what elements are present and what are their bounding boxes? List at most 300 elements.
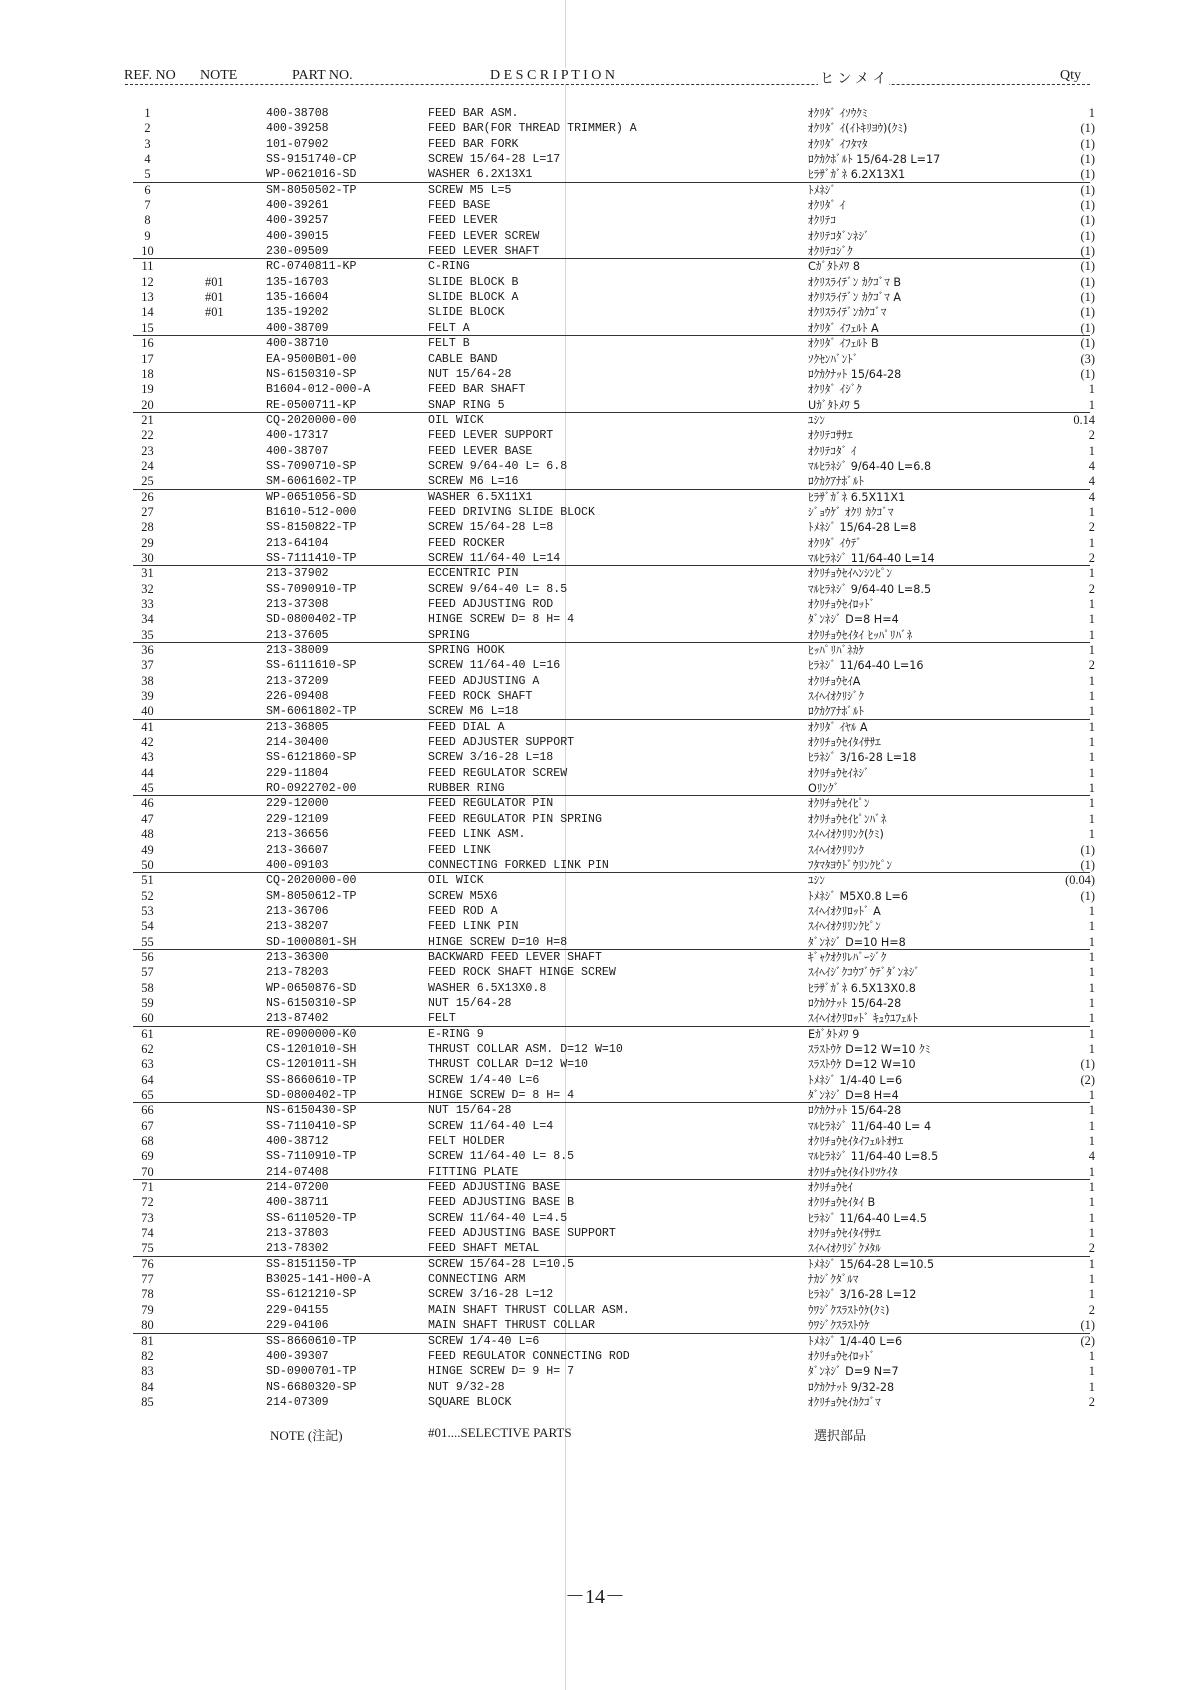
ref-no-cell: 48: [141, 827, 154, 842]
table-row: [0, 643, 1190, 658]
ref-no-cell: 46: [141, 796, 154, 811]
katakana-name-cell: ﾛｸｶｸﾎﾞﾙﾄ 15/64-28 L=17: [808, 153, 941, 167]
table-row: [0, 1334, 1190, 1349]
katakana-name-cell: ｵｸﾘﾀﾞ ｲﾌｪﾙﾄ B: [808, 337, 879, 351]
description-cell: FELT A: [428, 321, 470, 335]
table-row: [0, 781, 1190, 796]
ref-no-cell: 29: [141, 535, 154, 550]
part-no-cell: 213-36805: [266, 720, 329, 734]
katakana-name-cell: ﾋｯﾊﾟﾘﾊﾞﾈｶｹ: [808, 644, 864, 658]
ref-no-cell: 84: [141, 1379, 154, 1394]
part-no-cell: B1604-012-000-A: [266, 383, 371, 397]
katakana-name-cell: ｵｸﾘﾀﾞ ｲ: [808, 199, 846, 213]
table-row: [0, 321, 1190, 336]
qty-cell: (1): [1080, 121, 1095, 136]
description-cell: CONNECTING FORKED LINK PIN: [428, 858, 609, 872]
table-row: [0, 873, 1190, 888]
ref-no-cell: 62: [141, 1041, 154, 1056]
ref-no-cell: 65: [141, 1088, 154, 1102]
table-row: [0, 459, 1190, 474]
qty-cell: 1: [1088, 1088, 1095, 1102]
ref-no-cell: 13: [141, 290, 154, 305]
table-row: [0, 290, 1190, 305]
qty-cell: 1: [1088, 903, 1095, 918]
part-no-cell: 213-78203: [266, 966, 329, 980]
description-cell: SCREW M5X6: [428, 889, 498, 903]
part-no-cell: 214-07200: [266, 1181, 329, 1195]
part-no-cell: 213-37209: [266, 674, 329, 688]
part-no-cell: SS-8151150-TP: [266, 1257, 357, 1271]
table-row: [0, 582, 1190, 597]
katakana-name-cell: ｽｲﾍｲｵｸﾘﾛｯﾄﾞ ｷｭｳﾕﾌｪﾙﾄ: [808, 1012, 918, 1026]
ref-no-cell: 66: [141, 1103, 154, 1118]
part-no-cell: NS-6150310-SP: [266, 996, 357, 1010]
ref-no-cell: 38: [141, 673, 154, 688]
part-no-cell: 213-87402: [266, 1012, 329, 1026]
qty-cell: 1: [1088, 1011, 1095, 1026]
table-row: [0, 1318, 1190, 1333]
description-cell: FELT: [428, 1012, 456, 1026]
katakana-name-cell: ｵｸﾘｽﾗｲﾃﾞﾝ ｶｸｺﾞﾏ B: [808, 275, 902, 289]
description-cell: SCREW M6 L=16: [428, 475, 519, 489]
description-cell: FEED ADJUSTING BASE SUPPORT: [428, 1227, 616, 1241]
table-row: [0, 1272, 1190, 1287]
ref-no-cell: 51: [141, 873, 154, 888]
katakana-name-cell: ｵｸﾘﾀﾞ ｲｿｳｸﾐ: [808, 107, 868, 120]
part-no-cell: 400-09103: [266, 858, 329, 872]
katakana-name-cell: ﾌﾀﾏﾀﾖｳﾄﾞｳﾘﾝｸﾋﾟﾝ: [808, 858, 892, 872]
ref-no-cell: 6: [144, 182, 151, 197]
ref-no-cell: 67: [141, 1118, 154, 1133]
katakana-name-cell: ﾏﾙﾋﾗﾈｼﾞ 11/64-40 L=8.5: [808, 1150, 939, 1164]
qty-cell: 1: [1088, 765, 1095, 780]
table-row: [0, 1027, 1190, 1042]
katakana-name-cell: ｽｲﾍｲｵｸﾘｼﾞｸﾒﾀﾙ: [808, 1242, 881, 1256]
description-cell: SCREW 11/64-40 L=4.5: [428, 1211, 568, 1225]
part-no-cell: 400-38711: [266, 1196, 329, 1210]
katakana-name-cell: ﾀﾞﾝﾈｼﾞ D=10 H=8: [808, 935, 906, 949]
katakana-name-cell: ｵｸﾘﾁｮｳｾｲﾛｯﾄﾞ: [808, 598, 876, 611]
footer-note-jp: 選択部品: [814, 1428, 867, 1443]
ref-no-cell: 24: [141, 458, 154, 473]
katakana-name-cell: ﾕｼﾝ: [808, 874, 825, 888]
table-row: [0, 919, 1190, 934]
part-no-cell: B3025-141-H00-A: [266, 1273, 371, 1287]
part-no-cell: CQ-2020000-00: [266, 413, 357, 427]
katakana-name-cell: ｵｸﾘﾃｺﾀﾞﾝﾈｼﾞ: [808, 229, 870, 243]
table-row: [0, 1395, 1190, 1410]
part-no-cell: SS-9151740-CP: [266, 153, 357, 167]
katakana-name-cell: ｵｸﾘﾀﾞ ｲ(ｲﾄｷﾘﾖｳ)(ｸﾐ): [808, 122, 908, 136]
part-no-cell: 135-16703: [266, 275, 329, 289]
ref-no-cell: 40: [141, 704, 154, 719]
ref-no-cell: 81: [141, 1333, 154, 1348]
ref-no-cell: 35: [141, 627, 154, 642]
qty-cell: 1: [1088, 673, 1095, 688]
katakana-name-cell: ｽﾗｽﾄｳｹ D=12 W=10: [808, 1058, 916, 1072]
qty-cell: 4: [1088, 489, 1095, 504]
ref-no-cell: 14: [141, 305, 154, 320]
table-row: [0, 827, 1190, 842]
part-no-cell: 400-38707: [266, 444, 329, 458]
qty-cell: 4: [1088, 474, 1095, 489]
katakana-name-cell: ﾛｸｶｸﾅｯﾄ 15/64-28: [808, 367, 902, 381]
katakana-name-cell: ｽｲﾍｲｵｸﾘﾘﾝｸ(ｸﾐ): [808, 828, 884, 842]
description-cell: FEED ADJUSTING A: [428, 674, 540, 688]
qty-cell: 2: [1088, 1241, 1095, 1256]
katakana-name-cell: ｼﾞｮｳｹﾞ ｵｸﾘ ｶｸｺﾞﾏ: [808, 505, 894, 519]
description-cell: FELT B: [428, 337, 470, 351]
qty-cell: 1: [1088, 704, 1095, 719]
katakana-name-cell: ｵｸﾘﾀﾞ ｲｼﾞｸ: [808, 383, 862, 397]
ref-no-cell: 23: [141, 443, 154, 458]
ref-no-cell: 80: [141, 1318, 154, 1333]
part-no-cell: WP-0650876-SD: [266, 981, 357, 995]
ref-no-cell: 16: [141, 336, 154, 351]
katakana-name-cell: ﾀﾞﾝﾈｼﾞ D=8 H=4: [808, 1089, 899, 1102]
qty-cell: (1): [1080, 182, 1095, 197]
table-row: [0, 1349, 1190, 1364]
ref-no-cell: 18: [141, 366, 154, 381]
description-cell: FEED ADJUSTING BASE B: [428, 1196, 575, 1210]
ref-no-cell: 73: [141, 1210, 154, 1225]
katakana-name-cell: ｵｸﾘﾁｮｳｾｲﾀｲﾌｪﾙﾄｵｻｴ: [808, 1135, 904, 1149]
part-no-cell: SM-6061602-TP: [266, 475, 357, 489]
table-row: [0, 1380, 1190, 1395]
ref-no-cell: 77: [141, 1272, 154, 1287]
katakana-name-cell: ｵｸﾘﾁｮｳｾｲﾋﾟﾝﾊﾞﾈ: [808, 812, 887, 826]
katakana-name-cell: ﾏﾙﾋﾗﾈｼﾞ 11/64-40 L= 4: [808, 1119, 932, 1133]
part-no-cell: 400-38708: [266, 107, 329, 120]
description-cell: ECCENTRIC PIN: [428, 567, 519, 581]
ref-no-cell: 79: [141, 1302, 154, 1317]
katakana-name-cell: ﾕｼﾝ: [808, 413, 825, 427]
table-row: [0, 1134, 1190, 1149]
ref-no-cell: 17: [141, 351, 154, 366]
katakana-name-cell: ﾄﾒﾈｼﾞ M5X0.8 L=6: [808, 889, 909, 903]
table-row: [0, 1180, 1190, 1195]
qty-cell: (1): [1080, 857, 1095, 872]
katakana-name-cell: ｵｸﾘﾁｮｳｾｲﾋﾟﾝ: [808, 797, 870, 811]
description-cell: FEED SHAFT METAL: [428, 1242, 540, 1256]
qty-cell: (1): [1080, 336, 1095, 351]
katakana-name-cell: ｳﾜｼﾞｸｽﾗｽﾄｳｹ: [808, 1319, 870, 1333]
part-no-cell: SM-6061802-TP: [266, 705, 357, 719]
katakana-name-cell: Oﾘﾝｸﾞ: [808, 782, 840, 796]
qty-cell: 4: [1088, 458, 1095, 473]
description-cell: SLIDE BLOCK A: [428, 291, 519, 305]
katakana-name-cell: ﾄﾒﾈｼﾞ 15/64-28 L=8: [808, 521, 917, 535]
katakana-name-cell: ｵｸﾘﾁｮｳｾｲﾀｲ B: [808, 1196, 876, 1210]
ref-no-cell: 7: [144, 198, 151, 213]
qty-cell: 1: [1088, 1026, 1095, 1041]
part-no-cell: NS-6680320-SP: [266, 1380, 357, 1394]
qty-cell: 1: [1088, 627, 1095, 642]
table-row: [0, 536, 1190, 551]
ref-no-cell: 2: [144, 121, 151, 136]
part-no-cell: 214-30400: [266, 736, 329, 750]
qty-cell: 1: [1088, 965, 1095, 980]
ref-no-cell: 34: [141, 612, 154, 627]
description-cell: SPRING HOOK: [428, 644, 505, 658]
qty-cell: 2: [1088, 550, 1095, 565]
part-no-cell: 213-38009: [266, 644, 329, 658]
ref-no-cell: 78: [141, 1287, 154, 1302]
description-cell: FEED ADJUSTING BASE: [428, 1181, 561, 1195]
katakana-name-cell: ｵｸﾘﾀﾞ ｲﾌｪﾙﾄ A: [808, 321, 879, 335]
katakana-name-cell: ﾛｸｶｸﾅｯﾄ 15/64-28: [808, 1104, 902, 1118]
katakana-name-cell: ﾀﾞﾝﾈｼﾞ D=9 N=7: [808, 1365, 899, 1379]
ref-no-cell: 45: [141, 781, 154, 796]
qty-cell: 1: [1088, 1348, 1095, 1363]
table-row: [0, 428, 1190, 443]
ref-no-cell: 83: [141, 1364, 154, 1379]
part-no-cell: RE-0900000-K0: [266, 1027, 357, 1041]
qty-cell: 1: [1088, 689, 1095, 704]
description-cell: FEED BAR ASM.: [428, 107, 519, 120]
ref-no-cell: 42: [141, 735, 154, 750]
parts-table-body: [0, 106, 1190, 1410]
description-cell: BACKWARD FEED LEVER SHAFT: [428, 950, 602, 964]
part-no-cell: RC-0740811-KP: [266, 260, 357, 274]
part-no-cell: 135-19202: [266, 306, 329, 320]
part-no-cell: SS-8150822-TP: [266, 521, 357, 535]
table-row: [0, 674, 1190, 689]
table-row: [0, 352, 1190, 367]
table-row: [0, 183, 1190, 198]
description-cell: FEED ROCK SHAFT HINGE SCREW: [428, 966, 616, 980]
qty-cell: 1: [1088, 1364, 1095, 1379]
part-no-cell: 213-37605: [266, 628, 329, 642]
qty-cell: 1: [1088, 1195, 1095, 1210]
qty-cell: 1: [1088, 1379, 1095, 1394]
table-row: [0, 213, 1190, 228]
description-cell: NUT 15/64-28: [428, 996, 512, 1010]
ref-no-cell: 39: [141, 689, 154, 704]
table-row: [0, 904, 1190, 919]
katakana-name-cell: ｵｸﾘﾃｺ: [808, 214, 836, 228]
katakana-name-cell: ﾛｸｶｸﾅｯﾄ 9/32-28: [808, 1380, 895, 1394]
table-row: [0, 413, 1190, 428]
header-katakana: ヒ ン メ イ: [818, 68, 889, 88]
qty-cell: (1): [1080, 228, 1095, 243]
qty-cell: 1: [1088, 735, 1095, 750]
qty-cell: (3): [1080, 351, 1095, 366]
qty-cell: 1: [1088, 1164, 1095, 1179]
qty-cell: (1): [1080, 320, 1095, 335]
qty-cell: (1): [1080, 213, 1095, 228]
katakana-name-cell: ﾏﾙﾋﾗﾈｼﾞ 9/64-40 L=6.8: [808, 459, 932, 473]
qty-cell: 1: [1088, 781, 1095, 796]
part-no-cell: B1610-512-000: [266, 505, 357, 519]
ref-no-cell: 74: [141, 1226, 154, 1241]
qty-cell: 2: [1088, 581, 1095, 596]
qty-cell: (2): [1080, 1072, 1095, 1087]
katakana-name-cell: ﾄﾒﾈｼﾞ 15/64-28 L=10.5: [808, 1257, 935, 1271]
ref-no-cell: 44: [141, 765, 154, 780]
table-row: [0, 935, 1190, 950]
ref-no-cell: 70: [141, 1164, 154, 1179]
table-row: [0, 1057, 1190, 1072]
ref-no-cell: 71: [141, 1180, 154, 1195]
ref-no-cell: 57: [141, 965, 154, 980]
description-cell: NUT 15/64-28: [428, 1104, 512, 1118]
table-row: [0, 1149, 1190, 1164]
table-row: [0, 1103, 1190, 1118]
description-cell: SCREW 15/64-28 L=10.5: [428, 1257, 575, 1271]
table-row: [0, 965, 1190, 980]
part-no-cell: CQ-2020000-00: [266, 874, 357, 888]
katakana-name-cell: ｵｸﾘﾁｮｳｾｲA: [808, 674, 861, 688]
table-row: [0, 720, 1190, 735]
table-row: [0, 1287, 1190, 1302]
table-row: [0, 305, 1190, 320]
description-cell: CABLE BAND: [428, 352, 498, 366]
part-no-cell: 213-36706: [266, 904, 329, 918]
table-row: [0, 1226, 1190, 1241]
description-cell: FEED REGULATOR SCREW: [428, 766, 568, 780]
table-row: [0, 137, 1190, 152]
katakana-name-cell: ﾛｸｶｸｱﾅﾎﾞﾙﾄ: [808, 705, 864, 719]
katakana-name-cell: ｵｸﾘﾃｺｻｻｴ: [808, 429, 853, 443]
part-no-cell: 400-39257: [266, 214, 329, 228]
katakana-name-cell: ﾄﾒﾈｼﾞ 1/4-40 L=6: [808, 1334, 903, 1348]
table-row: [0, 520, 1190, 535]
ref-no-cell: 21: [141, 412, 154, 427]
part-no-cell: 400-38710: [266, 337, 329, 351]
ref-no-cell: 4: [144, 152, 151, 167]
ref-no-cell: 25: [141, 474, 154, 489]
description-cell: NUT 15/64-28: [428, 367, 512, 381]
qty-cell: 1: [1088, 1210, 1095, 1225]
qty-cell: (0.04): [1065, 873, 1095, 888]
qty-cell: 4: [1088, 1149, 1095, 1164]
description-cell: MAIN SHAFT THRUST COLLAR ASM.: [428, 1303, 630, 1317]
part-no-cell: 400-39015: [266, 229, 329, 243]
qty-cell: 1: [1088, 643, 1095, 658]
description-cell: FEED LEVER SHAFT: [428, 245, 540, 259]
description-cell: CONNECTING ARM: [428, 1273, 526, 1287]
part-no-cell: SS-7090910-TP: [266, 582, 357, 596]
table-row: [0, 858, 1190, 873]
description-cell: FELT HOLDER: [428, 1135, 505, 1149]
ref-no-cell: 43: [141, 750, 154, 765]
part-no-cell: EA-9500B01-00: [266, 352, 357, 366]
ref-no-cell: 63: [141, 1057, 154, 1072]
katakana-name-cell: ｽｲﾍｲｵｸﾘﾘﾝｸﾋﾟﾝ: [808, 920, 881, 934]
qty-cell: 2: [1088, 1394, 1095, 1409]
katakana-name-cell: ﾋﾗｻﾞｶﾞﾈ 6.5X11X1: [808, 490, 906, 504]
description-cell: THRUST COLLAR ASM. D=12 W=10: [428, 1042, 623, 1056]
katakana-name-cell: ﾄﾒﾈｼﾞ: [808, 183, 836, 197]
ref-no-cell: 3: [144, 136, 151, 151]
part-no-cell: CS-1201010-SH: [266, 1042, 357, 1056]
table-row: [0, 735, 1190, 750]
qty-cell: (1): [1080, 198, 1095, 213]
part-no-cell: 213-36300: [266, 950, 329, 964]
description-cell: HINGE SCREW D=10 H=8: [428, 935, 568, 949]
ref-no-cell: 33: [141, 597, 154, 611]
part-no-cell: SS-8660610-TP: [266, 1073, 357, 1087]
description-cell: FEED ROD A: [428, 904, 498, 918]
katakana-name-cell: ｵｸﾘｽﾗｲﾃﾞﾝ ｶｸｺﾞﾏ A: [808, 291, 902, 305]
part-no-cell: 226-09408: [266, 690, 329, 704]
qty-cell: 2: [1088, 520, 1095, 535]
description-cell: HINGE SCREW D= 8 H= 4: [428, 613, 575, 627]
description-cell: WASHER 6.5X11X1: [428, 490, 533, 504]
part-no-cell: 229-04155: [266, 1303, 329, 1317]
katakana-name-cell: ﾛｸｶｸｱﾅﾎﾞﾙﾄ: [808, 475, 864, 489]
katakana-name-cell: ｵｸﾘﾀﾞ ｲｳﾃﾞ: [808, 536, 862, 550]
katakana-name-cell: Eｶﾞﾀﾄﾒﾜ 9: [808, 1027, 860, 1041]
ref-no-cell: 47: [141, 811, 154, 826]
ref-no-cell: 1: [144, 106, 151, 120]
table-row: [0, 704, 1190, 719]
ref-no-cell: 82: [141, 1348, 154, 1363]
qty-cell: 1: [1088, 566, 1095, 581]
part-no-cell: 400-38709: [266, 321, 329, 335]
qty-cell: (1): [1080, 136, 1095, 151]
description-cell: HINGE SCREW D= 8 H= 4: [428, 1089, 575, 1102]
description-cell: FEED LEVER: [428, 214, 498, 228]
description-cell: SLIDE BLOCK: [428, 306, 505, 320]
description-cell: SCREW 15/64-28 L=8: [428, 521, 554, 535]
katakana-name-cell: ｽｲﾍｲｵｸﾘﾛｯﾄﾞ A: [808, 904, 881, 918]
qty-cell: (1): [1080, 1318, 1095, 1333]
part-no-cell: 400-38712: [266, 1135, 329, 1149]
part-no-cell: 400-39307: [266, 1349, 329, 1363]
qty-cell: 1: [1088, 443, 1095, 458]
part-no-cell: 213-78302: [266, 1242, 329, 1256]
ref-no-cell: 20: [141, 397, 154, 412]
table-row: [0, 1364, 1190, 1379]
part-no-cell: WP-0651056-SD: [266, 490, 357, 504]
ref-no-cell: 68: [141, 1134, 154, 1149]
part-no-cell: 229-12109: [266, 812, 329, 826]
part-no-cell: 400-39258: [266, 122, 329, 136]
part-no-cell: SS-7110410-SP: [266, 1119, 357, 1133]
ref-no-cell: 9: [144, 228, 151, 243]
part-no-cell: SM-8050502-TP: [266, 183, 357, 197]
katakana-name-cell: ｵｸﾘﾁｮｳｾｲﾍﾝｼﾝﾋﾟﾝ: [808, 567, 892, 581]
table-row: [0, 244, 1190, 259]
qty-cell: 1: [1088, 382, 1095, 397]
ref-no-cell: 61: [141, 1026, 154, 1041]
footer-note: [0, 1425, 1190, 1445]
table-row: [0, 106, 1190, 121]
qty-cell: 1: [1088, 1118, 1095, 1133]
qty-cell: 1: [1088, 1272, 1095, 1287]
part-no-cell: 229-11804: [266, 766, 329, 780]
table-row: [0, 1211, 1190, 1226]
description-cell: FEED LINK: [428, 843, 491, 857]
ref-no-cell: 12: [141, 274, 154, 289]
description-cell: FEED REGULATOR PIN: [428, 797, 554, 811]
qty-cell: 1: [1088, 949, 1095, 964]
qty-cell: (1): [1080, 366, 1095, 381]
table-row: [0, 444, 1190, 459]
ref-no-cell: 28: [141, 520, 154, 535]
ref-no-cell: 58: [141, 980, 154, 995]
katakana-name-cell: ﾋﾗﾈｼﾞ 3/16-28 L=18: [808, 751, 917, 765]
part-no-cell: SS-6110520-TP: [266, 1211, 357, 1225]
description-cell: FEED LEVER BASE: [428, 444, 533, 458]
part-no-cell: 101-07902: [266, 137, 329, 151]
qty-cell: 1: [1088, 919, 1095, 934]
table-row: [0, 1241, 1190, 1256]
description-cell: WASHER 6.2X13X1: [428, 168, 533, 182]
part-no-cell: 400-39261: [266, 199, 329, 213]
